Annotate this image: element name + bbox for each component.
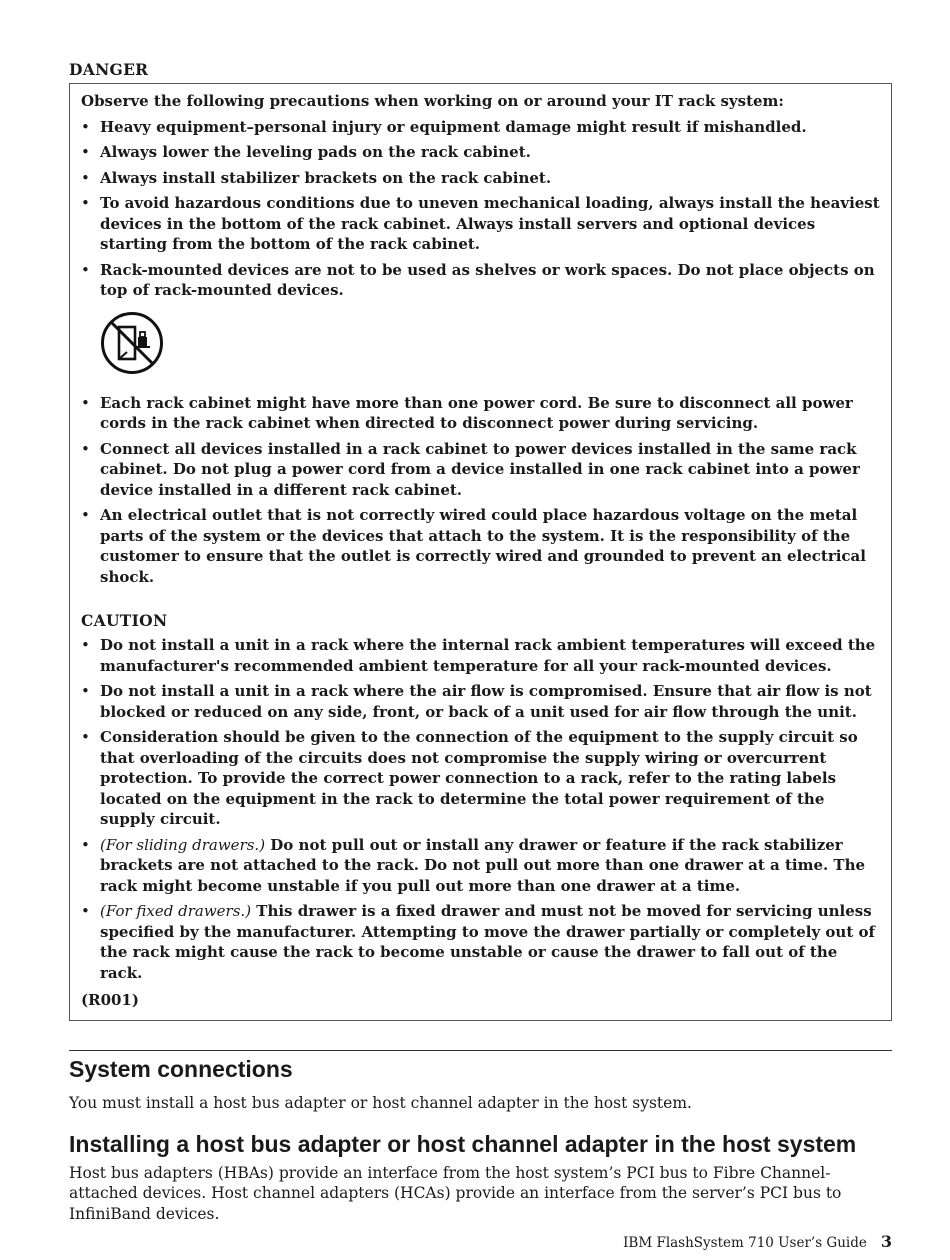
- list-item: • Consideration should be given to the connection of the equipment to the supply circuit so that overloading of the circuits does not compromise the supply wiring or overcurrent protection. To provide the correct power connection to a rack, refer to the rating labels located on the equipment in the rack to determine the total power requirement of the supply circuit.: [81, 728, 858, 828]
- list-item: • Do not install a unit in a rack where the internal rack ambient temperatures will exceed the manufacturer's recommended ambient temperature for all your rack-mounted devices.: [81, 636, 876, 675]
- danger-list-2: [81, 393, 880, 588]
- list-item: • Each rack cabinet might have more than one power cord. Be sure to disconnect all power cords in the rack cabinet when directed to disconnect power during servicing.: [81, 393, 853, 432]
- section-body-installing-adapter: Host bus adapters (HBAs) provide an interface from the host system’s PCI bus to Fibre Channel-attached devices. Host channel adapters (HCAs) provide an interface from the server’s PCI bus to InfiniBand devices.: [69, 1163, 842, 1223]
- page-number: 3: [880, 1232, 892, 1251]
- section-divider: [69, 1050, 892, 1051]
- list-item: • Always lower the leveling pads on the rack cabinet.: [81, 143, 531, 161]
- footer-title: IBM FlashSystem 710 User’s Guide: [623, 1235, 867, 1251]
- section-body-system-connections: You must install a host bus adapter or host channel adapter in the host system.: [69, 1094, 692, 1112]
- list-item: • Heavy equipment–personal injury or equipment damage might result if mishandled.: [81, 117, 807, 136]
- sliding-drawers-prefix: (For sliding drawers.): [100, 835, 266, 854]
- list-item: • (For fixed drawers.) This drawer is a fixed drawer and must not be moved for servicing unless specified by the manufacturer. Attempting to move the drawer partially or completely out of the rack might cause the rack to become unstable or cause the drawer to fall out of the rack.: [81, 902, 875, 982]
- list-item: • An electrical outlet that is not correctly wired could place hazardous voltage on the metal parts of the system or the devices that attach to the system. It is the responsibility of the customer to ensure that the outlet is correctly wired and grounded to prevent an electrical shock.: [81, 506, 866, 586]
- danger-title: DANGER: [69, 60, 149, 79]
- danger-intro: Observe the following precautions when working on or around your IT rack system:: [81, 92, 784, 110]
- list-item: • To avoid hazardous conditions due to uneven mechanical loading, always install the heaviest devices in the bottom of the rack cabinet. Always install servers and optional devices starting from the bottom of the rack cabinet.: [81, 194, 880, 253]
- list-item: • Always install stabilizer brackets on the rack cabinet.: [81, 168, 552, 187]
- section-heading-system-connections: System connections: [69, 1056, 293, 1082]
- caution-list: [81, 635, 880, 983]
- section-heading-installing-adapter: Installing a host bus adapter or host channel adapter in the host system: [69, 1130, 857, 1157]
- list-item: • Connect all devices installed in a rack cabinet to power devices installed in the same rack cabinet. Do not plug a power cord from a device installed in one rack cabinet into a power device installed in a different rack cabinet.: [81, 439, 860, 499]
- page-footer: [623, 1233, 892, 1252]
- no-objects-on-rack-icon: [81, 311, 880, 375]
- page: [69, 60, 892, 1224]
- list-item: • Do not install a unit in a rack where the air flow is compromised. Ensure that air flow is not blocked or reduced on any side, front, or back of a unit used for air flow through the unit.: [81, 682, 872, 721]
- danger-list: [81, 117, 880, 301]
- caution-title: CAUTION: [81, 611, 168, 630]
- safety-notice-box: [69, 83, 892, 1021]
- fixed-drawers-prefix: (For fixed drawers.): [100, 902, 252, 920]
- list-item: • Rack-mounted devices are not to be used as shelves or work spaces. Do not place objects on top of rack-mounted devices.: [81, 260, 875, 299]
- notice-code: (R001): [81, 991, 139, 1009]
- list-item: • (For sliding drawers.) Do not pull out or install any drawer or feature if the rack stabilizer brackets are not attached to the rack. Do not pull out more than one drawer at a time. The rack might become unstable if you pull out more than one drawer at a time.: [81, 835, 866, 895]
